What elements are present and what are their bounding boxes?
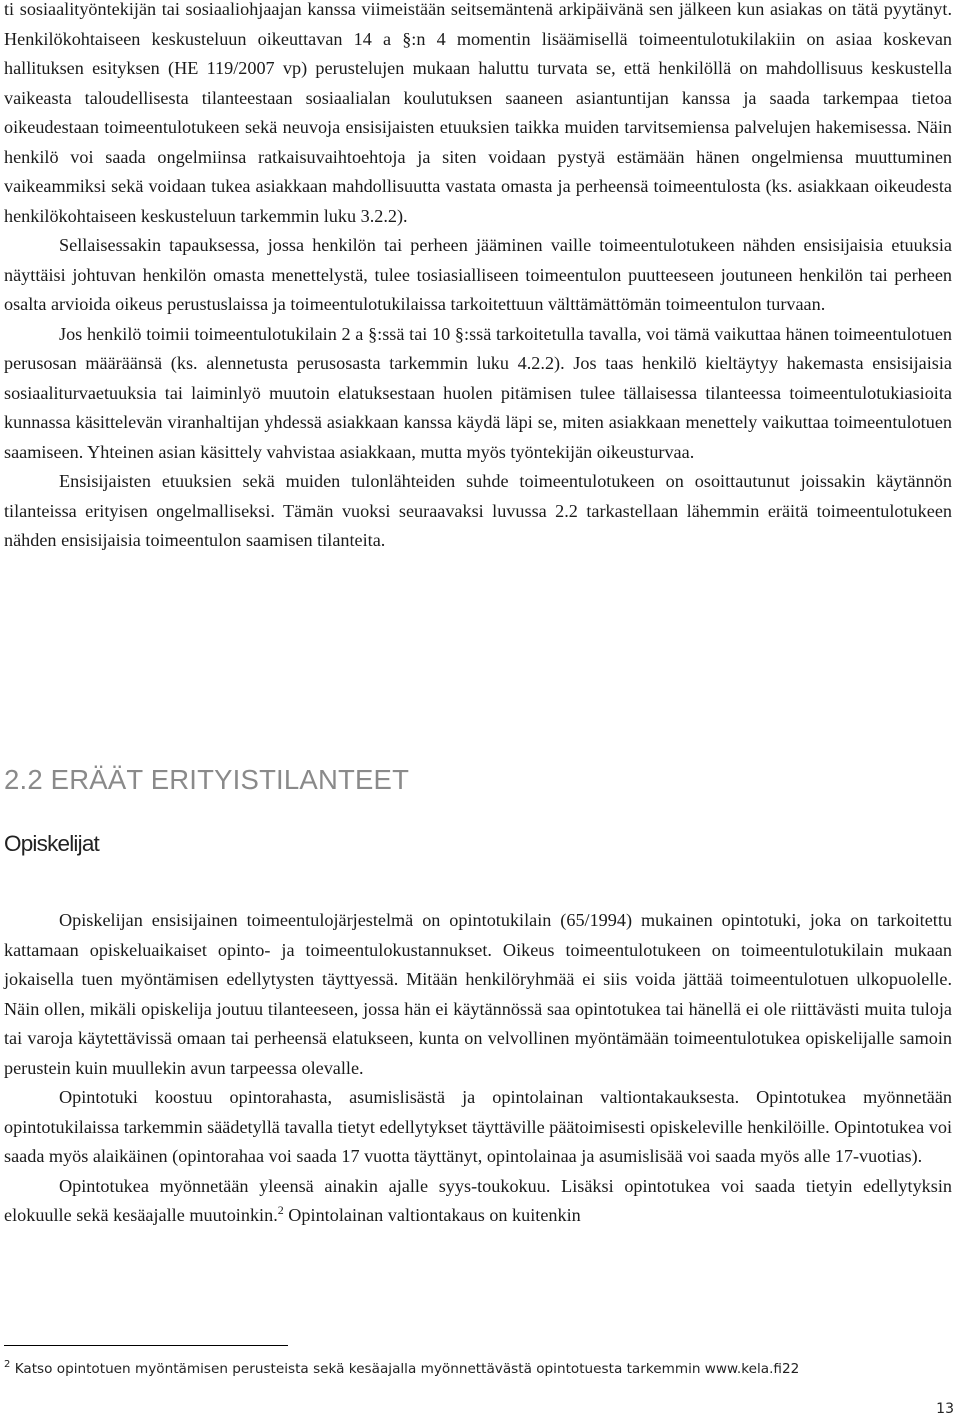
paragraph: Ensisijaisten etuuksien sekä muiden tulonlähteiden suhde toimeentulotukeen on osoittautunut joissakin käytännön tilanteissa erityisen ongelmalliseksi. Tämän vuoksi seuraavaksi luvussa 2.2 tarkastellaan lähemmin eräitä toimeentulotukeen nähden ensisijaisia toimeentulon saamisen tilanteita. [4, 471, 952, 550]
paragraph: ti sosiaalityöntekijän tai sosiaaliohjaajan kanssa viimeistään seitsemäntenä arkipäivänä sen jälkeen kun asiakas on tätä pyytänyt. Henkilökohtaiseen keskusteluun oikeuttavan 14 a §:n 4 momentin lisäämisellä toimeentulotukilakiin on asiaa koskevan hallituksen esityksen (HE 119/2007 vp) perustelujen mukaan haluttu turvata se, että henkilöllä on mahdollisuus keskustella vaikeasta taloudellisesta tilanteestaan sosiaalialan koulutuksen saaneen asiantuntijan kanssa ja saada tarkempaa tietoa oikeudestaan toimeentulotukeen sekä neuvoja ensisijaisten etuuksien taikka muiden tarvitsemiensa palvelujen hakemisessa. Näin henkilö voi saada ongelmiinsa ratkaisuvaihtoehtoja ja siten voidaan pystyä estämään hänen ongelmiensa muuttuminen vaikeammiksi sekä voidaan tukea asiakkaan mahdollisuutta vastata omasta ja perheensä toimeentulosta (ks. asiakkaan oikeudesta henkilökohtaiseen keskusteluun tarkemmin luku 3.2.2). [4, 0, 952, 226]
body-text-lower [4, 906, 952, 1231]
paragraph: Opiskelijan ensisijainen toimeentulojärjestelmä on opintotukilain (65/1994) mukainen opintotuki, joka on tarkoitettu kattamaan opiskeluaikaiset opinto- ja toimeentulokustannukset. Oikeus toimeentulotukeen on toimeentulotukilain mukaan jokaisella tuen myöntämisen edellytysten täyttyessä. Mitään henkilöryhmää ei siis voida jättää toimeentulotuen ulkopuolelle. Näin ollen, mikäli opiskelija joutuu tilanteeseen, jossa hän ei käytännössä saa opintotukea tai hänellä ei ole riittävästi muita tuloja tai varoja käytettävissä omaan tai perheensä elatukseen, kunta on velvollinen myöntämään toimeentulotukea opiskelijalle samoin perustein kuin muullekin avun tarpeessa olevalle. [4, 910, 952, 1078]
sub-heading: Opiskelijat [4, 831, 99, 856]
footnote-separator [4, 1345, 288, 1346]
footnote-text: Katso opintotuen myöntämisen perusteista sekä kesäajalla myönnettävästä opintotuesta tarkemmin www.kela.fi22 [10, 1361, 800, 1377]
paragraph: Sellaisessakin tapauksessa, jossa henkilön tai perheen jääminen vaille toimeentulotukeen nähden ensisijaisia etuuksia näyttäisi johtuvan henkilön omasta menettelystä, tulee tosiasialliseen toimeentulon puutteeseen joutuneen henkilön tai perheen osalta arvioida oikeus perustuslaissa ja toimeentulotukilaissa tarkoitettuun välttämättömän toimeentulon turvaan. [4, 235, 952, 314]
paragraph-with-footnote-ref [4, 1172, 952, 1231]
paragraph-text: Opintolainan valtiontakaus on kuitenkin [283, 1205, 581, 1225]
paragraph-text: Opintotukea myönnetään yleensä ainakin ajalle syys-toukokuu. Lisäksi opintotukea voi saada tietyin edellytyksin elokuulle sekä kesäajalle muutoinkin. [4, 1175, 952, 1225]
paragraph: Jos henkilö toimii toimeentulotukilain 2 a §:ssä tai 10 §:ssä tarkoitetulla tavalla, voi tämä vaikuttaa hänen toimeentulotuen perusosan määräänsä (ks. alennetusta perusosasta tarkemmin luku 4.2.2). Jos taas henkilö kieltäytyy hakemasta ensisijaisia sosiaaliturvaetuuksia tai laiminlyö muutoin elatuksestaan huolen pitämisen tulee tällaisessa tilanteessa toimeentulotukiasioita kunnassa käsittelevän viranhaltijan yhdessä asiakkaan kanssa käydä läpi se, miten asiakkaan menettely vaikuttaa toimeentulotuen saamiseen. Yhteinen asian käsittely vahvistaa asiakkaan, mutta myös työntekijän oikeusturvaa. [4, 323, 952, 462]
page-number: 13 [936, 1401, 954, 1417]
footnote-number: 2 [4, 1359, 11, 1370]
body-text-top [4, 0, 952, 556]
section-heading: 2.2 ERÄÄT ERITYISTILANTEET [4, 764, 410, 795]
footnote [4, 1360, 954, 1378]
paragraph: Opintotuki koostuu opintorahasta, asumislisästä ja opintolainan valtiontakauksesta. Opintotukea myönnetään opintotukilaissa tarkemmin säädetyllä tavalla tietyt edellytykset täyttäville päätoimisesti opiskeleville henkilöille. Opintotukea voi saada myös alaikäinen (opintorahaa voi saada 17 vuotta täyttänyt, opintolainaa ja asumislisää voi saada myös alle 17-vuotias). [4, 1087, 952, 1166]
footnote-reference[interactable]: 2 [277, 1203, 284, 1217]
